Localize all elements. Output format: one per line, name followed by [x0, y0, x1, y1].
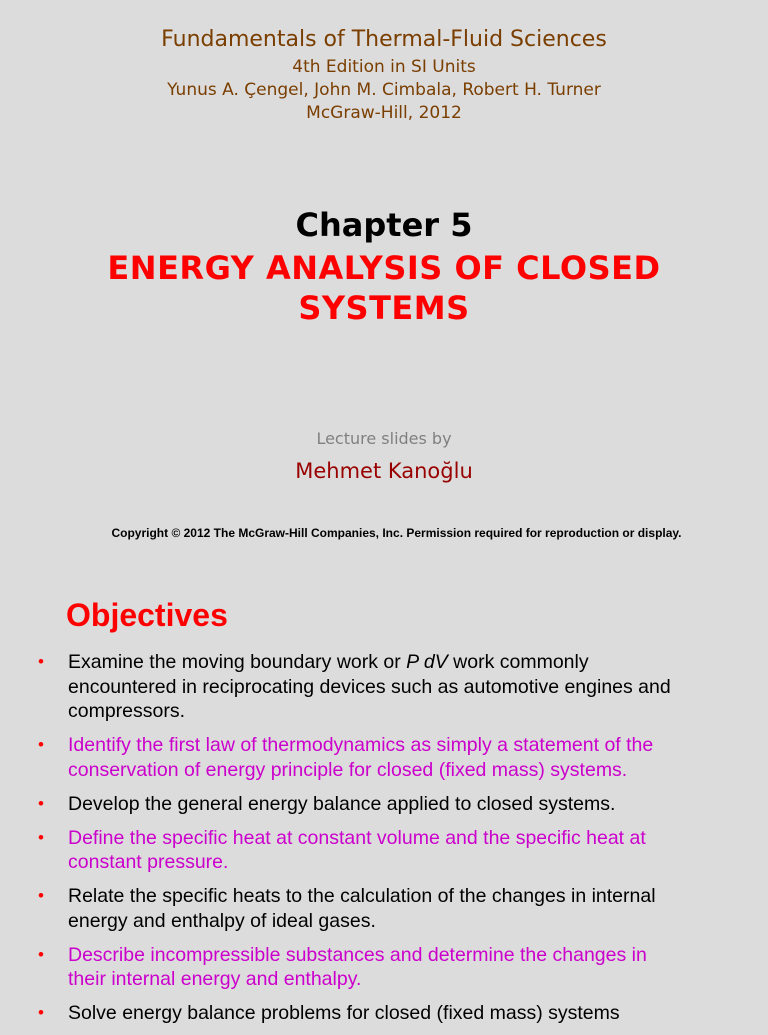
- bullet-icon: •: [38, 944, 44, 964]
- copyright-notice: Copyright © 2012 The McGraw-Hill Companies, Inc. Permission required for reproduction or display.: [111, 526, 682, 540]
- objective-item: [0, 943, 768, 992]
- objectives-slide: [0, 565, 768, 1024]
- lecturer-name: Mehmet Kanoğlu: [295, 459, 473, 483]
- objective-text: Relate the specific heats to the calculation of the changes in internal energy and enthalpy of ideal gases.: [68, 885, 656, 932]
- bullet-icon: •: [38, 886, 44, 905]
- objective-italic: P dV: [406, 651, 448, 673]
- objectives-heading: Objectives: [66, 597, 228, 633]
- book-title: Fundamentals of Thermal-Fluid Sciences: [161, 27, 607, 52]
- book-edition: 4th Edition in SI Units: [292, 57, 476, 77]
- objective-item: [0, 884, 768, 933]
- bullet-icon: •: [38, 827, 44, 847]
- chapter-number: Chapter 5: [295, 206, 473, 244]
- book-authors: Yunus A. Çengel, John M. Cimbala, Robert H. Turner: [167, 80, 601, 100]
- objective-text: Define the specific heat at constant volume and the specific heat at constant pressure.: [68, 826, 646, 873]
- objective-text-cont: work commonly encountered in reciprocating devices such as automotive engines and compressors.: [68, 651, 671, 722]
- bullet-icon: •: [38, 793, 44, 813]
- lecture-label: Lecture slides by: [316, 429, 452, 448]
- objective-item: [0, 826, 768, 875]
- bullet-icon: •: [38, 652, 44, 671]
- chapter-title: ENERGY ANALYSIS OF CLOSED SYSTEMS: [107, 249, 661, 327]
- objective-text: Describe incompressible substances and determine the changes in their internal energy and enthalpy.: [68, 943, 647, 990]
- objectives-list: [0, 650, 768, 1035]
- book-publisher: McGraw-Hill, 2012: [306, 103, 462, 123]
- bullet-icon: •: [38, 1003, 44, 1022]
- objective-text: Develop the general energy balance applied to closed systems.: [68, 792, 616, 815]
- objective-text: Identify the first law of thermodynamics as simply a statement of the conservation of energy principle for closed (fixed mass) systems.: [68, 734, 654, 781]
- objective-item: [0, 792, 768, 817]
- objective-text: Examine the moving boundary work or: [68, 651, 407, 673]
- objective-text: Solve energy balance problems for closed (fixed mass) systems: [68, 1002, 620, 1024]
- bullet-icon: •: [38, 735, 44, 754]
- objective-item: [0, 1001, 768, 1026]
- objective-item: [0, 733, 768, 782]
- objective-item: [0, 650, 768, 724]
